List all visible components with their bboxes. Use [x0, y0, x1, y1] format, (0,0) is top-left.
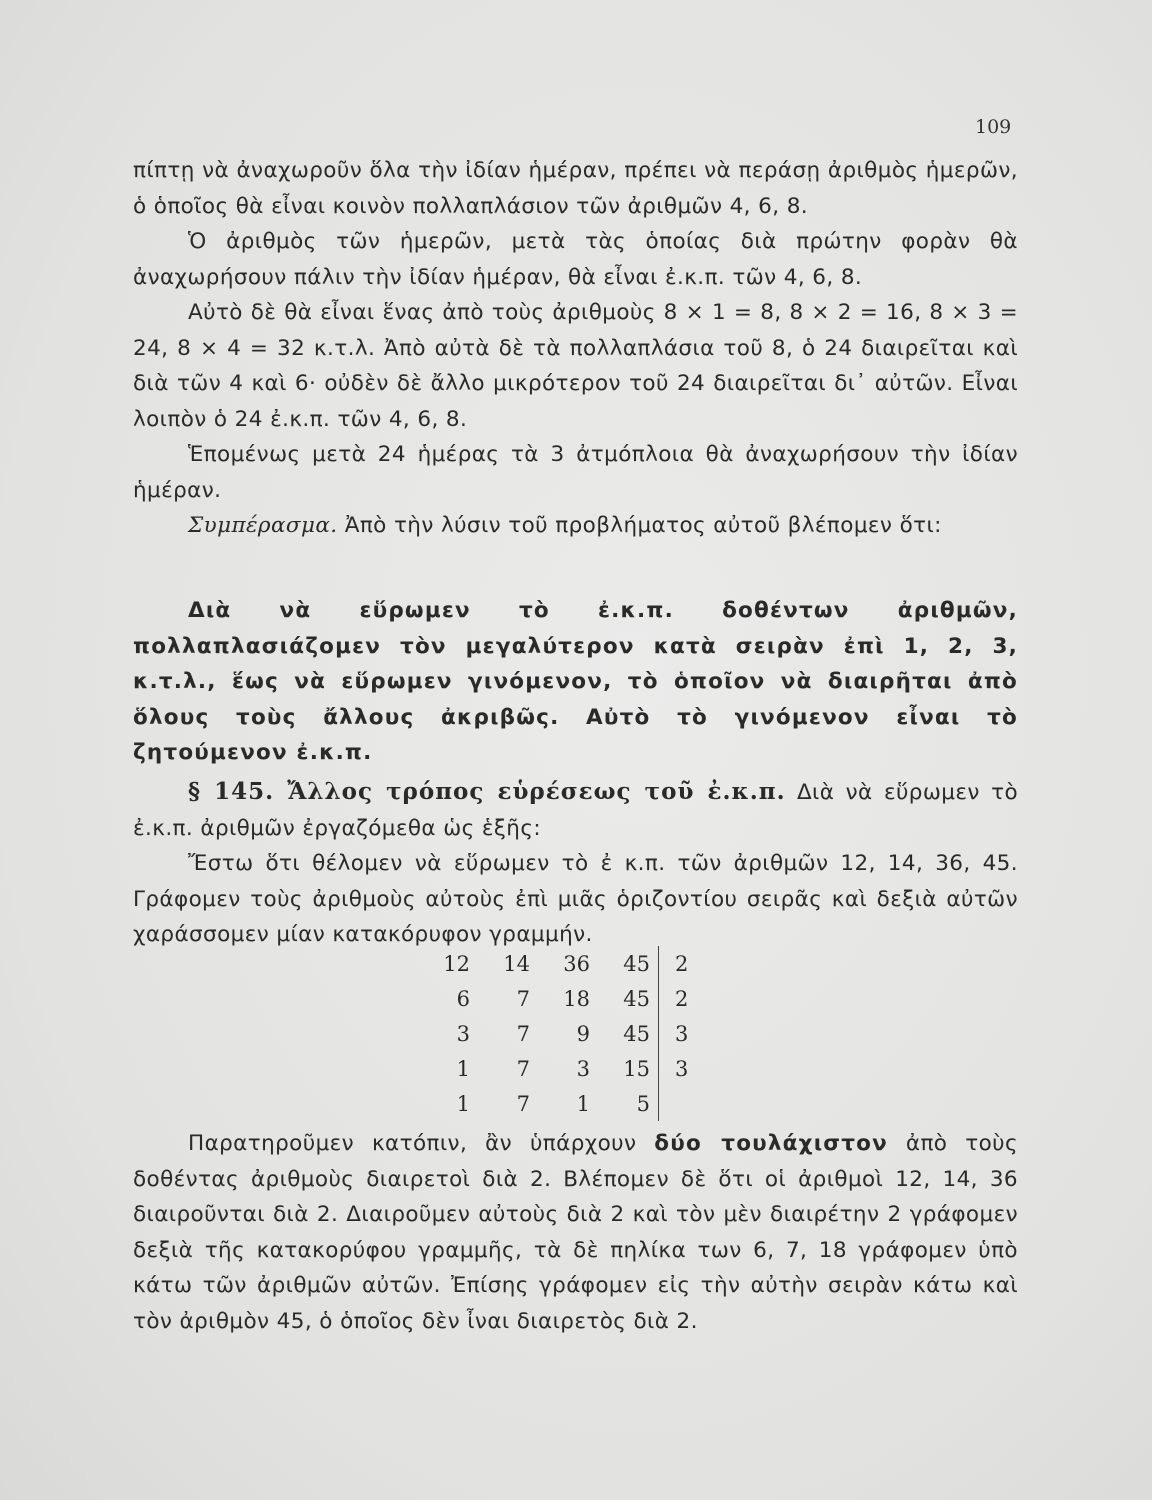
division-separator	[650, 981, 659, 1016]
division-separator	[650, 1086, 659, 1121]
final-text	[133, 1126, 1018, 1339]
paragraph-3: Αὐτὸ δὲ θὰ εἶναι ἕνας ἀπὸ τοὺς ἀριθμοὺς 8 × 1 = 8, 8 × 2 = 16, 8 × 3 = 24, 8 × 4 = 32 κ.τ.λ. Ἀπὸ αὐτὰ δὲ τὰ πολλαπλάσια τοῦ 8, ὁ 24 διαιρεῖται καὶ διὰ τῶν 4 καὶ 6· οὐδὲν δὲ ἄλλο μικρότερον τοῦ 24 διαιρεῖται δι᾽ αὐτῶν. Εἶναι λοιπὸν ὁ 24 ἐ.κ.π. τῶν 4, 6, 8.	[133, 300, 1018, 432]
division-separator	[650, 946, 659, 981]
final-after-bold: ἀπὸ τοὺς δοθέντας ἀριθμοὺς διαιρετοὶ διὰ 2. Βλέπομεν δὲ ὅτι οἱ ἀριθμοὶ 12, 14, 36 διαιροῦνται διὰ 2. Διαιροῦμεν αὐτοὺς διὰ 2 καὶ τὸν μὲν διαιρέτην 2 γράφομεν δεξιὰ τῆς κατακορύφου γραμμῆς, τὰ δὲ πηλίκα των 6, 7, 18 γράφομεν ὑπὸ κάτω τῶν ἀριθμῶν αὐτῶν. Ἐπίσης γράφομεν εἰς τὴν αὐτὴν σειρὰν κάτω καὶ τὸν ἀριθμὸν 45, ὁ ὁποῖος δὲν ἶναι διαιρετὸς διὰ 2.	[133, 1131, 1018, 1334]
division-number: 36	[563, 951, 590, 976]
division-number: 45	[623, 1021, 650, 1046]
division-number: 5	[636, 1091, 650, 1116]
division-row	[430, 1051, 723, 1086]
division-row	[430, 981, 723, 1016]
division-number: 3	[456, 1021, 470, 1046]
section-heading: § 145. Ἄλλος τρόπος εὑρέσεως τοῦ ἐ.κ.π.	[188, 778, 786, 805]
division-divisor: 3	[675, 1056, 689, 1081]
division-row	[430, 946, 723, 981]
final-paragraph	[133, 1126, 1018, 1339]
division-number: 9	[576, 1021, 590, 1046]
section-intro-paragraph	[133, 774, 1018, 846]
paragraph-2: Ὁ ἀριθμὸς τῶν ἡμερῶν, μετὰ τὰς ὁποίας διὰ πρώτην φορὰν θὰ ἀναχωρήσουν πάλιν τὴν ἰδίαν ἡμέραν, θὰ εἶναι ἐ.κ.π. τῶν 4, 6, 8.	[133, 229, 1018, 290]
division-number: 45	[623, 951, 650, 976]
paragraph-1: πίπτῃ νὰ ἀναχωροῦν ὅλα τὴν ἰδίαν ἡμέραν, πρέπει νὰ περάσῃ ἀριθμὸς ἡμερῶν, ὁ ὁποῖος θὰ εἶναι κοινὸν πολλαπλάσιον τῶν ἀριθμῶν 4, 6, 8.	[133, 158, 1018, 219]
division-table	[430, 946, 723, 1121]
division-number: 7	[516, 986, 530, 1011]
conclusion-paragraph	[133, 508, 1018, 544]
section-145	[133, 774, 1018, 953]
division-number: 15	[623, 1056, 650, 1081]
division-divisor: 3	[675, 1021, 689, 1046]
division-divisor	[659, 1086, 724, 1121]
opening-text	[133, 153, 1018, 544]
division-number: 7	[516, 1091, 530, 1116]
division-number: 45	[623, 986, 650, 1011]
division-number: 6	[456, 986, 470, 1011]
division-row	[430, 1016, 723, 1051]
division-row	[430, 1086, 723, 1121]
division-number: 18	[563, 986, 590, 1011]
page-number: 109	[975, 116, 1012, 138]
section-paragraph-2: Ἔστω ὅτι θέλομεν νὰ εὕρωμεν τὸ ἐ κ.π. τῶν ἀριθμῶν 12, 14, 36, 45. Γράφομεν τοὺς ἀριθμοὺς αὐτοὺς ἐπὶ μιᾶς ὁριζοντίου σειρᾶς καὶ δεξιὰ αὐτῶν χαράσσομεν μίαν κατακόρυφον γραμμήν.	[133, 851, 1018, 947]
division-number: 14	[503, 951, 530, 976]
paragraph-4: Ἑπομένως μετὰ 24 ἡμέρας τὰ 3 ἀτμόπλοια θὰ ἀναχωρήσουν τὴν ἰδίαν ἡμέραν.	[133, 442, 1018, 503]
division-separator	[650, 1016, 659, 1051]
final-bold: δύο τουλάχιστον	[654, 1131, 888, 1156]
division-divisor: 2	[675, 951, 689, 976]
division-number: 12	[443, 951, 470, 976]
division-number: 1	[576, 1091, 590, 1116]
division-divisor: 2	[675, 986, 689, 1011]
division-number: 7	[516, 1021, 530, 1046]
rule-text: Διὰ νὰ εὕρωμεν τὸ ἐ.κ.π. δοθέντων ἀριθμῶν, πολλαπλασιάζομεν τὸν μεγαλύτερον κατὰ σειρὰν ἐπὶ 1, 2, 3, κ.τ.λ., ἕως νὰ εὕρωμεν γινόμενον, τὸ ὁποῖον νὰ διαιρῆται ἀπὸ ὅλους τοὺς ἄλλους ἀκριβῶς. Αὐτὸ τὸ γινόμενον εἶναι τὸ ζητούμενον ἐ.κ.π.	[133, 598, 1018, 765]
section-intro: Διὰ νὰ εὕρωμεν τὸ ἐ.κ.π. ἀριθμῶν ἐργαζόμεθα ὡς ἑξῆς:	[133, 780, 1018, 841]
division-number: 1	[456, 1056, 470, 1081]
division-number: 3	[576, 1056, 590, 1081]
final-before-bold: Παρατηροῦμεν κατόπιν, ἂν ὑπάρχουν	[188, 1131, 655, 1156]
division-separator	[650, 1051, 659, 1086]
conclusion-label: Συμπέρασμα.	[188, 513, 338, 538]
division-number: 7	[516, 1056, 530, 1081]
conclusion-text: Ἀπὸ τὴν λύσιν τοῦ προβλήματος αὐτοῦ βλέπομεν ὅτι:	[337, 513, 942, 538]
rule-block	[133, 593, 1018, 771]
division-number: 1	[456, 1091, 470, 1116]
